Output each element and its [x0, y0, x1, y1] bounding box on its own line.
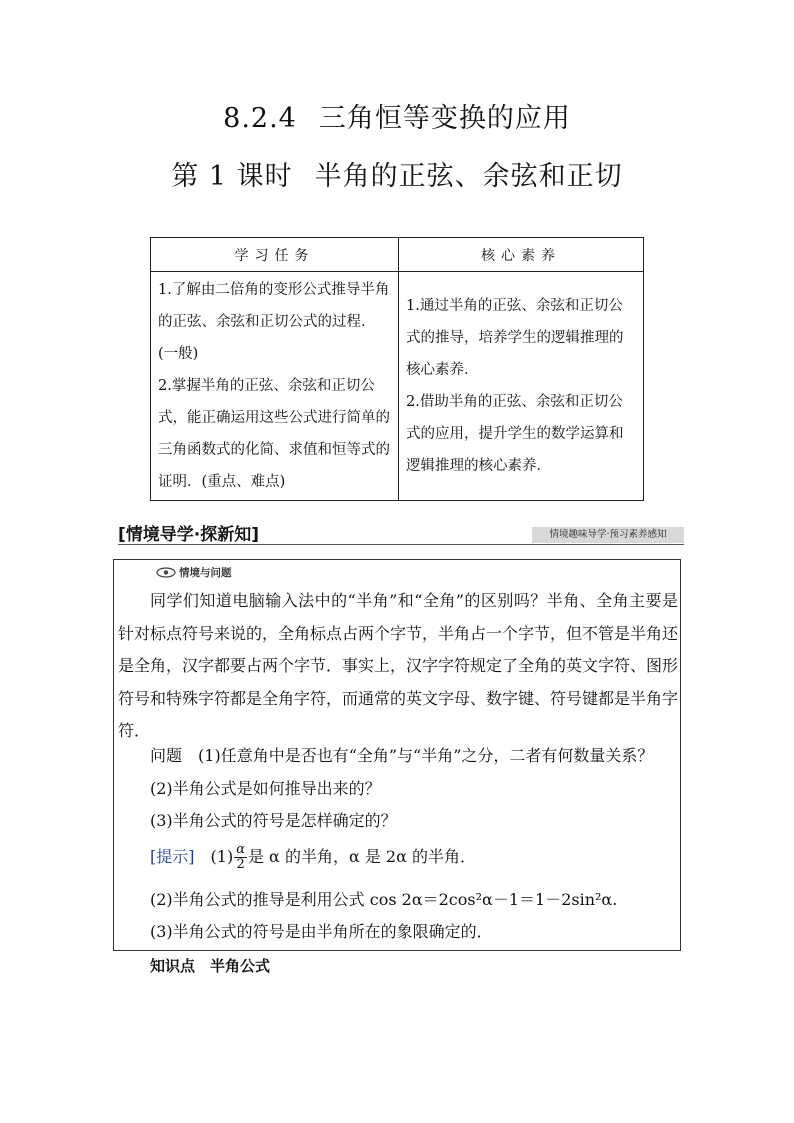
- section-tag: 情境趣味导学·预习素养感知: [532, 527, 684, 543]
- task-1: 1.了解由二倍角的变形公式推导半角的正弦、余弦和正切公式的过程．(一般): [158, 282, 390, 362]
- context-label: [156, 565, 232, 580]
- goals-literacy-cell: [399, 272, 644, 501]
- eye-icon: [156, 567, 176, 578]
- hint-2: (2)半角公式的推导是利用公式 cos 2α＝2cos²α－1＝1－2sin²α.: [150, 890, 618, 909]
- goals-header-literacy: 核心素养: [399, 238, 644, 272]
- lesson-number: 第 1 课时: [171, 161, 293, 192]
- section-title-text: 三角恒等变换的应用: [318, 103, 571, 134]
- task-2: 2.掌握半角的正弦、余弦和正切公式，能正确运用这些公式进行简单的三角函数式的化简、求值和恒等式的证明．(重点、难点): [158, 378, 390, 490]
- section-number: 8.2.4: [223, 103, 297, 134]
- knowledge-point-heading: 知识点 半角公式: [150, 957, 271, 975]
- goals-header-tasks: 学习任务: [151, 238, 399, 272]
- section-title: [0, 96, 794, 135]
- literacy-1: 1.通过半角的正弦、余弦和正切公式的推导，培养学生的逻辑推理的核心素养．: [406, 298, 624, 378]
- hint-1: [150, 843, 476, 872]
- alpha-over-2-fraction: $\frac{\alpha}{2}$: [236, 842, 245, 872]
- hint-1-text: 是 α 的半角，α 是 2α 的半角．: [247, 847, 476, 866]
- hint-3: (3)半角公式的符号是由半角所在的象限确定的．: [150, 922, 493, 941]
- question-1-text: (1)任意角中是否也有“全角”与“半角”之分，二者有何数量关系？: [198, 746, 654, 765]
- literacy-2: 2.借助半角的正弦、余弦和正切公式的应用，提升学生的数学运算和逻辑推理的核心素养．: [406, 394, 624, 474]
- lesson-title-text: 半角的正弦、余弦和正切: [314, 161, 623, 192]
- question-3: (3)半角公式的符号是怎样确定的？: [150, 811, 397, 830]
- question-label: 问题: [150, 746, 183, 765]
- context-label-text: 情境与问题: [179, 567, 232, 579]
- section-heading: [情境导学·探新知]: [118, 525, 259, 545]
- hint-label: [提示]: [150, 847, 195, 866]
- section-divider: [118, 544, 684, 545]
- goals-table: [150, 237, 644, 501]
- question-2: (2)半角公式是如何推导出来的？: [150, 779, 381, 798]
- goals-tasks-cell: [151, 272, 399, 501]
- lesson-title: [0, 154, 794, 193]
- hint-1-prefix: (1): [210, 847, 234, 866]
- context-paragraph: 同学们知道电脑输入法中的“半角”和“全角”的区别吗？半角、全角主要是针对标点符号来说的，全角标点占两个字节，半角占一个字节，但不管是半角还是全角，汉字都要占两个字节．事实上，汉字字符规定了全角的英文字符、图形符号和特殊字符都是全角字符，而通常的英文字母、数字键、符号键都是半角字符．: [118, 591, 679, 740]
- question-1: [150, 743, 653, 766]
